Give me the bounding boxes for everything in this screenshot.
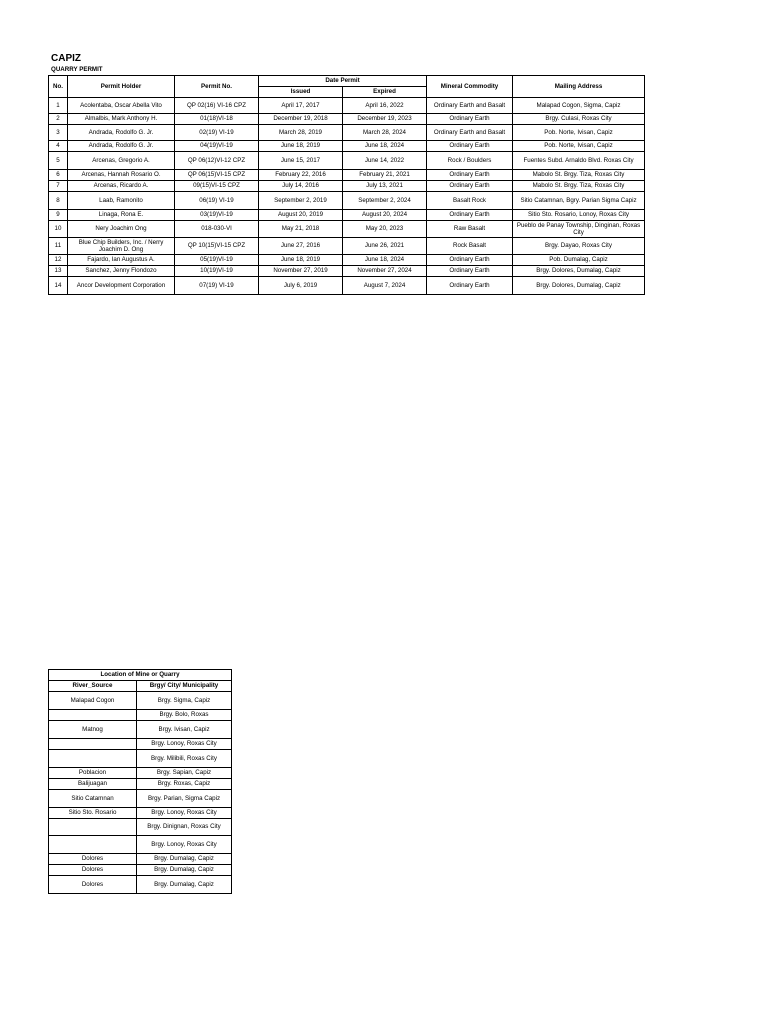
cell-expired: May 20, 2023 bbox=[343, 221, 427, 238]
cell-expired: April 16, 2022 bbox=[343, 98, 427, 114]
cell-commodity: Ordinary Earth bbox=[427, 210, 513, 221]
cell-commodity: Ordinary Earth bbox=[427, 277, 513, 295]
cell-permit-no: 018-030-VI bbox=[175, 221, 259, 238]
cell-holder: Acolentaba, Oscar Abella Vito bbox=[68, 98, 175, 114]
cell-commodity: Ordinary Earth bbox=[427, 181, 513, 192]
table-row bbox=[49, 750, 232, 768]
quarry-permit-table bbox=[48, 75, 645, 295]
cell-commodity: Ordinary Earth bbox=[427, 255, 513, 266]
cell-holder: Ancor Development Corporation bbox=[68, 277, 175, 295]
cell-holder: Linaga, Rona E. bbox=[68, 210, 175, 221]
cell-issued: June 18, 2019 bbox=[259, 141, 343, 152]
table-row bbox=[49, 854, 232, 865]
table-row bbox=[49, 266, 645, 277]
cell-brgy: Brgy. Sigma, Capiz bbox=[137, 692, 232, 710]
cell-issued: November 27, 2019 bbox=[259, 266, 343, 277]
cell-river bbox=[49, 750, 137, 768]
table-row bbox=[49, 170, 645, 181]
cell-river bbox=[49, 836, 137, 854]
cell-brgy: Brgy. Dumalag, Capiz bbox=[137, 854, 232, 865]
table-row bbox=[49, 790, 232, 808]
cell-expired: March 28, 2024 bbox=[343, 125, 427, 141]
table-row bbox=[49, 768, 232, 779]
table-row bbox=[49, 277, 645, 295]
cell-issued: December 19, 2018 bbox=[259, 114, 343, 125]
page-title: CAPIZ bbox=[51, 53, 81, 64]
cell-address: Pob. Norte, Ivisan, Capiz bbox=[513, 141, 645, 152]
cell-address: Mabolo St. Brgy. Tiza, Roxas City bbox=[513, 181, 645, 192]
cell-permit-no: QP 06(12)VI-12 CPZ bbox=[175, 152, 259, 170]
cell-holder: Sanchez, Jenny Flondozo bbox=[68, 266, 175, 277]
cell-no: 1 bbox=[49, 98, 68, 114]
table-row bbox=[49, 710, 232, 721]
cell-permit-no: 10(19)VI-19 bbox=[175, 266, 259, 277]
table-row bbox=[49, 876, 232, 894]
cell-brgy: Brgy. Parian, Sigma Capiz bbox=[137, 790, 232, 808]
table-row bbox=[49, 152, 645, 170]
cell-river: Sitio Sto. Rosario bbox=[49, 808, 137, 819]
table-row bbox=[49, 865, 232, 876]
location-table-title: Location of Mine or Quarry bbox=[49, 670, 232, 681]
cell-brgy: Brgy. Dinignan, Roxas City bbox=[137, 819, 232, 836]
cell-river: Dolores bbox=[49, 876, 137, 894]
cell-issued: July 6, 2019 bbox=[259, 277, 343, 295]
permits-table-body bbox=[49, 98, 645, 295]
cell-no: 4 bbox=[49, 141, 68, 152]
cell-brgy: Brgy. Roxas, Capiz bbox=[137, 779, 232, 790]
cell-issued: June 27, 2016 bbox=[259, 238, 343, 255]
cell-brgy: Brgy. Lonoy, Roxas City bbox=[137, 808, 232, 819]
cell-address: Brgy. Dayao, Roxas City bbox=[513, 238, 645, 255]
cell-address: Brgy. Dolores, Dumalag, Capiz bbox=[513, 266, 645, 277]
cell-river: Dolores bbox=[49, 854, 137, 865]
col-header-permit-no: Permit No. bbox=[175, 76, 259, 98]
cell-permit-no: 07(19) VI-19 bbox=[175, 277, 259, 295]
cell-river: Dolores bbox=[49, 865, 137, 876]
location-table bbox=[48, 669, 232, 894]
cell-issued: March 28, 2019 bbox=[259, 125, 343, 141]
col-header-mineral-commodity: Mineral Commodity bbox=[427, 76, 513, 98]
cell-address: Fuentes Subd. Arnaldo Blvd. Roxas City bbox=[513, 152, 645, 170]
table-row bbox=[49, 192, 645, 210]
table-row bbox=[49, 721, 232, 739]
cell-river: Matnog bbox=[49, 721, 137, 739]
cell-commodity: Rock Basalt bbox=[427, 238, 513, 255]
table-row bbox=[49, 221, 645, 238]
col-header-issued: Issued bbox=[259, 87, 343, 98]
col-header-river-source: River_Source bbox=[49, 681, 137, 692]
cell-expired: September 2, 2024 bbox=[343, 192, 427, 210]
col-header-permit-holder: Permit Holder bbox=[68, 76, 175, 98]
table-row bbox=[49, 739, 232, 750]
cell-expired: February 21, 2021 bbox=[343, 170, 427, 181]
cell-expired: July 13, 2021 bbox=[343, 181, 427, 192]
cell-no: 7 bbox=[49, 181, 68, 192]
cell-address: Malapad Cogon, Sigma, Capiz bbox=[513, 98, 645, 114]
cell-holder: Fajardo, Ian Augustus A. bbox=[68, 255, 175, 266]
cell-permit-no: 05(19)VI-19 bbox=[175, 255, 259, 266]
location-table-body bbox=[49, 692, 232, 894]
cell-holder: Laab, Ramonito bbox=[68, 192, 175, 210]
cell-brgy: Brgy. Sapian, Capiz bbox=[137, 768, 232, 779]
cell-permit-no: 01(18)VI-18 bbox=[175, 114, 259, 125]
cell-issued: February 22, 2016 bbox=[259, 170, 343, 181]
cell-brgy: Brgy. Dumalag, Capiz bbox=[137, 876, 232, 894]
cell-commodity: Ordinary Earth bbox=[427, 170, 513, 181]
cell-expired: June 26, 2021 bbox=[343, 238, 427, 255]
page-subtitle: QUARRY PERMIT bbox=[51, 66, 103, 73]
cell-address: Mabolo St. Brgy. Tiza, Roxas City bbox=[513, 170, 645, 181]
cell-permit-no: QP 10(15)VI-15 CPZ bbox=[175, 238, 259, 255]
cell-permit-no: 02(19) VI-19 bbox=[175, 125, 259, 141]
cell-brgy: Brgy. Ivisan, Capiz bbox=[137, 721, 232, 739]
cell-issued: June 18, 2019 bbox=[259, 255, 343, 266]
cell-commodity: Ordinary Earth bbox=[427, 141, 513, 152]
cell-holder: Andrada, Rodolfo G. Jr. bbox=[68, 125, 175, 141]
cell-river: Malapad Cogon bbox=[49, 692, 137, 710]
cell-holder: Almalbis, Mark Anthony H. bbox=[68, 114, 175, 125]
cell-expired: June 18, 2024 bbox=[343, 255, 427, 266]
col-header-date-permit: Date Permit bbox=[259, 76, 427, 87]
col-header-mailing-address: Mailing Address bbox=[513, 76, 645, 98]
cell-no: 11 bbox=[49, 238, 68, 255]
cell-no: 6 bbox=[49, 170, 68, 181]
table-row bbox=[49, 692, 232, 710]
cell-commodity: Ordinary Earth bbox=[427, 114, 513, 125]
cell-expired: June 14, 2022 bbox=[343, 152, 427, 170]
table-row bbox=[49, 210, 645, 221]
cell-river bbox=[49, 710, 137, 721]
cell-address: Brgy. Dolores, Dumalag, Capiz bbox=[513, 277, 645, 295]
col-header-no: No. bbox=[49, 76, 68, 98]
cell-holder: Arcenas, Hannah Rosario O. bbox=[68, 170, 175, 181]
table-row bbox=[49, 238, 645, 255]
cell-brgy: Brgy. Milibili, Roxas City bbox=[137, 750, 232, 768]
cell-issued: September 2, 2019 bbox=[259, 192, 343, 210]
cell-holder: Andrada, Rodolfo G. Jr. bbox=[68, 141, 175, 152]
cell-expired: December 19, 2023 bbox=[343, 114, 427, 125]
cell-issued: August 20, 2019 bbox=[259, 210, 343, 221]
cell-address: Pob. Dumalag, Capiz bbox=[513, 255, 645, 266]
cell-address: Pob. Norte, Ivisan, Capiz bbox=[513, 125, 645, 141]
cell-brgy: Brgy. Dumalag, Capiz bbox=[137, 865, 232, 876]
cell-commodity: Basalt Rock bbox=[427, 192, 513, 210]
cell-issued: April 17, 2017 bbox=[259, 98, 343, 114]
cell-no: 8 bbox=[49, 192, 68, 210]
cell-commodity: Ordinary Earth and Basalt bbox=[427, 98, 513, 114]
cell-river bbox=[49, 739, 137, 750]
cell-holder: Arcenas, Ricardo A. bbox=[68, 181, 175, 192]
cell-brgy: Brgy. Bolo, Roxas bbox=[137, 710, 232, 721]
cell-no: 2 bbox=[49, 114, 68, 125]
cell-expired: August 20, 2024 bbox=[343, 210, 427, 221]
cell-holder: Blue Chip Builders, Inc. / Nerry Joachim D. Ong bbox=[68, 238, 175, 255]
table-row bbox=[49, 819, 232, 836]
cell-expired: August 7, 2024 bbox=[343, 277, 427, 295]
table-row bbox=[49, 125, 645, 141]
cell-river: Sitio Catamnan bbox=[49, 790, 137, 808]
table-row bbox=[49, 114, 645, 125]
cell-river: Poblacion bbox=[49, 768, 137, 779]
cell-issued: June 15, 2017 bbox=[259, 152, 343, 170]
cell-commodity: Ordinary Earth and Basalt bbox=[427, 125, 513, 141]
cell-expired: November 27, 2024 bbox=[343, 266, 427, 277]
cell-issued: July 14, 2016 bbox=[259, 181, 343, 192]
table-row bbox=[49, 181, 645, 192]
table-row bbox=[49, 779, 232, 790]
cell-permit-no: 06(19) VI-19 bbox=[175, 192, 259, 210]
cell-permit-no: QP 02(16) VI-16 CPZ bbox=[175, 98, 259, 114]
table-row bbox=[49, 98, 645, 114]
cell-no: 14 bbox=[49, 277, 68, 295]
cell-permit-no: 04(19)VI-19 bbox=[175, 141, 259, 152]
cell-no: 3 bbox=[49, 125, 68, 141]
cell-address: Sitio Catamnan, Bgry. Parian Sigma Capiz bbox=[513, 192, 645, 210]
cell-expired: June 18, 2024 bbox=[343, 141, 427, 152]
cell-brgy: Brgy. Lonoy, Roxas City bbox=[137, 739, 232, 750]
cell-river bbox=[49, 819, 137, 836]
cell-no: 13 bbox=[49, 266, 68, 277]
cell-address: Pueblo de Panay Township, Dinginan, Roxas City bbox=[513, 221, 645, 238]
cell-commodity: Raw Basalt bbox=[427, 221, 513, 238]
cell-holder: Nery Joachim Ong bbox=[68, 221, 175, 238]
cell-permit-no: QP 06(15)VI-15 CPZ bbox=[175, 170, 259, 181]
cell-commodity: Rock / Boulders bbox=[427, 152, 513, 170]
cell-issued: May 21, 2018 bbox=[259, 221, 343, 238]
cell-holder: Arcenas, Gregorio A. bbox=[68, 152, 175, 170]
cell-commodity: Ordinary Earth bbox=[427, 266, 513, 277]
cell-no: 12 bbox=[49, 255, 68, 266]
cell-permit-no: 03(19)VI-19 bbox=[175, 210, 259, 221]
cell-no: 5 bbox=[49, 152, 68, 170]
cell-address: Brgy. Culasi, Roxas City bbox=[513, 114, 645, 125]
cell-address: Sitio Sto. Rosario, Lonoy, Roxas City bbox=[513, 210, 645, 221]
cell-permit-no: 09(15)VI-15 CPZ bbox=[175, 181, 259, 192]
table-row bbox=[49, 255, 645, 266]
col-header-expired: Expired bbox=[343, 87, 427, 98]
cell-no: 9 bbox=[49, 210, 68, 221]
cell-brgy: Brgy. Lonoy, Roxas City bbox=[137, 836, 232, 854]
col-header-brgy: Brgy/ City/ Municipality bbox=[137, 681, 232, 692]
table-row bbox=[49, 141, 645, 152]
cell-river: Balijuagan bbox=[49, 779, 137, 790]
cell-no: 10 bbox=[49, 221, 68, 238]
table-row bbox=[49, 836, 232, 854]
table-row bbox=[49, 808, 232, 819]
